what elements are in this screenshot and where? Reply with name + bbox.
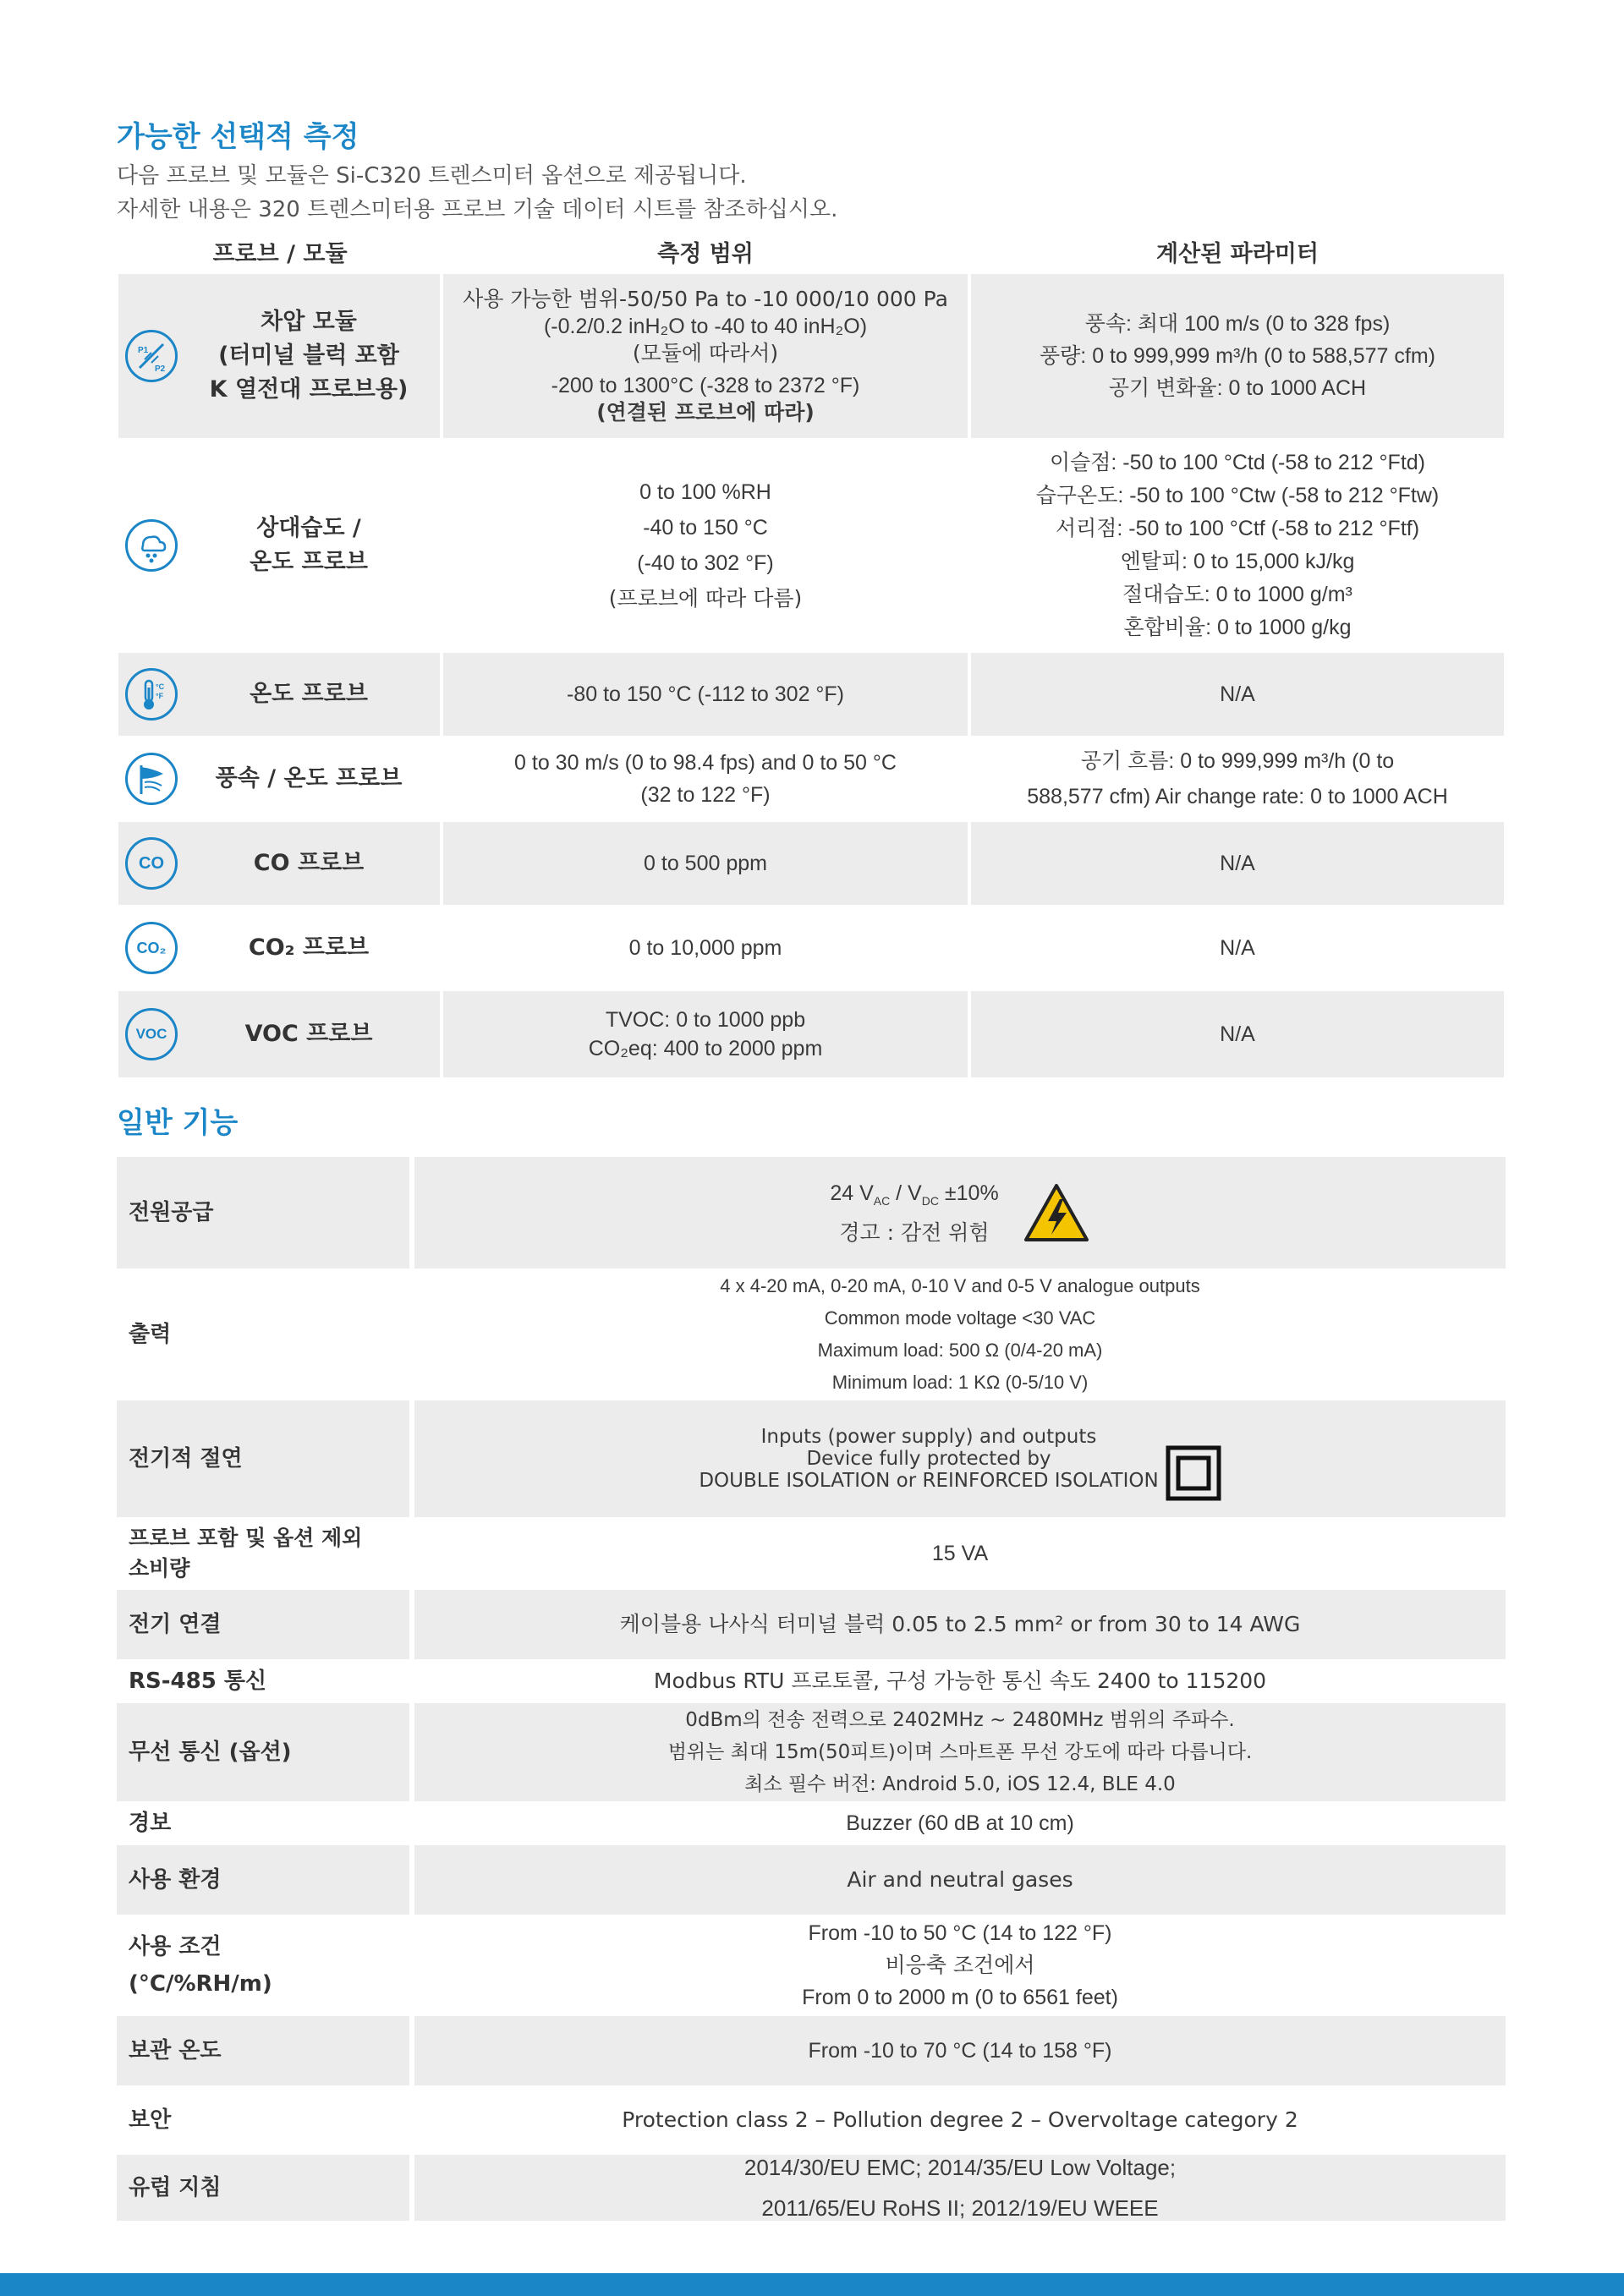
probe-name: CO 프로브 xyxy=(253,850,365,876)
range-line: 0 to 10,000 ppm xyxy=(628,936,782,960)
param-line: 엔탈피: 0 to 15,000 kJ/kg xyxy=(1120,550,1355,573)
row-value: Buzzer (60 dB at 10 cm) xyxy=(846,1811,1074,1835)
value-line: 비응축 조건에서 xyxy=(885,1953,1035,1977)
row-value: 케이블용 나사식 터미널 블럭 0.05 to 2.5 mm² or from 30 to 14 AWG xyxy=(414,1590,1506,1659)
row-label: 유럽 지침 xyxy=(117,2155,409,2221)
general-row-environment xyxy=(117,1845,1506,1915)
params-cell xyxy=(971,653,1504,736)
range-line: (-0.2/0.2 inH₂O to -40 to 40 inH₂O) xyxy=(543,315,868,338)
row-value xyxy=(414,1400,1506,1517)
params-cell xyxy=(971,737,1504,820)
co2-icon: CO₂ xyxy=(125,922,178,974)
probe-cell xyxy=(118,440,440,651)
param-line: 혼합비율: 0 to 1000 g/kg xyxy=(1123,616,1352,639)
header-probe-module: 프로브 / 모듈 xyxy=(212,241,348,267)
param-line: N/A xyxy=(1220,936,1255,960)
value-line: From 0 to 2000 m (0 to 6561 feet) xyxy=(802,1986,1118,2009)
range-line: (프로브에 따라 다름) xyxy=(608,586,803,611)
general-row-storage-temperature xyxy=(117,2016,1506,2085)
general-row-power-supply xyxy=(117,1157,1506,1269)
params-cell xyxy=(971,274,1504,438)
probe-name: 온도 프로브 xyxy=(250,681,368,707)
header-measurement-range: 측정 범위 xyxy=(657,241,754,267)
row-value xyxy=(414,1916,1506,2014)
double-insulation-icon xyxy=(1166,1445,1221,1501)
row-label: RS-485 통신 xyxy=(129,1669,267,1694)
probe-name: 풍속 / 온도 프로브 xyxy=(215,765,403,792)
svg-text:°C: °C xyxy=(156,682,165,691)
humidity-icon xyxy=(125,519,178,572)
probe-name: 차압 모듈 (터미널 블럭 포함 K 열전대 프로브용) xyxy=(209,309,409,403)
range-cell xyxy=(443,440,968,651)
params-cell xyxy=(971,907,1504,989)
row-value: Protection class 2 – Pollution degree 2 – Overvoltage category 2 xyxy=(622,2107,1298,2132)
intro-line-1: 다음 프로브 및 모듈은 Si-C320 트렌스미터 옵션으로 제공됩니다. xyxy=(117,163,747,189)
general-row-electrical-isolation xyxy=(117,1400,1506,1517)
row-label: 보관 온도 xyxy=(117,2016,409,2085)
probe-row-co2 xyxy=(117,907,1506,989)
probe-row-voc xyxy=(117,991,1506,1077)
row-label: 전기적 절연 xyxy=(117,1400,409,1517)
section-title-general-features: 일반 기능 xyxy=(117,1106,239,1140)
row-label: 사용 환경 xyxy=(117,1845,409,1915)
row-value: Air and neutral gases xyxy=(414,1845,1506,1915)
voc-icon: VOC xyxy=(125,1008,178,1060)
value-line: DOUBLE ISOLATION or REINFORCED ISOLATION xyxy=(699,1470,1159,1492)
general-row-consumption xyxy=(117,1519,1506,1588)
thermometer-icon xyxy=(125,668,178,721)
value-line: 2011/65/EU RoHS II; 2012/19/EU WEEE xyxy=(761,2195,1159,2221)
probe-row-humidity xyxy=(117,440,1506,651)
row-value: Modbus RTU 프로토콜, 구성 가능한 통신 속도 2400 to 115200 xyxy=(653,1669,1267,1693)
probe-row-co xyxy=(117,822,1506,905)
general-row-safety xyxy=(117,2087,1506,2153)
value-line: 4 x 4-20 mA, 0-20 mA, 0-10 V and 0-5 V analogue outputs xyxy=(720,1275,1200,1296)
differential-pressure-icon xyxy=(125,330,178,382)
range-line: (모듈에 따라서) xyxy=(632,341,779,365)
param-line: 이슬점: -50 to 100 °Ctd (-58 to 212 °Ftd) xyxy=(1049,451,1425,474)
row-value: From -10 to 70 °C (14 to 158 °F) xyxy=(414,2016,1506,2085)
row-label: 전기 연결 xyxy=(117,1590,409,1659)
probe-cell xyxy=(118,274,440,438)
value-line: Minimum load: 1 KΩ (0-5/10 V) xyxy=(831,1372,1089,1393)
range-cell xyxy=(443,907,968,989)
param-line: 공기 흐름: 0 to 999,999 m³/h (0 to xyxy=(1080,749,1395,773)
range-line: (연결된 프로브에 따라) xyxy=(596,400,815,425)
param-line: N/A xyxy=(1220,682,1255,706)
section-title-optional-measurements: 가능한 선택적 측정 xyxy=(117,120,359,154)
header-calculated-parameters: 계산된 파라미터 xyxy=(1156,241,1319,267)
probe-name: CO₂ 프로브 xyxy=(248,934,370,961)
co-icon: CO xyxy=(125,837,178,890)
general-row-wireless xyxy=(117,1703,1506,1801)
svg-text:P2: P2 xyxy=(155,364,166,374)
param-line: N/A xyxy=(1220,852,1255,875)
intro-text xyxy=(117,159,837,227)
row-label: 전원공급 xyxy=(117,1157,409,1269)
value-line: 경고 : 감전 위험 xyxy=(839,1219,990,1245)
row-value: 15 VA xyxy=(931,1542,989,1565)
probe-row-differential-pressure xyxy=(117,274,1506,438)
value-line: Maximum load: 500 Ω (0/4-20 mA) xyxy=(817,1340,1103,1361)
range-cell xyxy=(443,991,968,1077)
params-cell xyxy=(971,991,1504,1077)
general-row-rs485 xyxy=(117,1661,1506,1701)
param-line: N/A xyxy=(1220,1022,1255,1046)
param-line: 풍량: 0 to 999,999 m³/h (0 to 588,577 cfm) xyxy=(1040,344,1435,368)
range-line: 사용 가능한 범위-50/50 Pa to -10 000/10 000 Pa xyxy=(463,287,948,311)
probe-row-air-velocity xyxy=(117,737,1506,820)
range-line: CO₂eq: 400 to 2000 ppm xyxy=(588,1037,823,1060)
high-voltage-warning-icon xyxy=(1023,1182,1090,1243)
general-row-eu-directives xyxy=(117,2155,1506,2221)
range-line: 0 to 500 ppm xyxy=(644,852,767,875)
general-row-operating-conditions xyxy=(117,1916,1506,2014)
row-label: 보안 xyxy=(129,2107,172,2133)
row-value xyxy=(414,2155,1506,2221)
value-line: 24 $V_{AC} / V_{DC} \pm 10\%$ xyxy=(830,1181,999,1208)
value-line: 범위는 최대 15m(50피트)이며 스마트폰 무선 강도에 따라 다릅니다. xyxy=(667,1741,1253,1763)
row-value xyxy=(414,1703,1506,1801)
range-cell xyxy=(443,653,968,736)
probe-name: 상대습도 / 온도 프로브 xyxy=(250,515,368,575)
param-line: 절대습도: 0 to 1000 g/m³ xyxy=(1122,583,1352,606)
general-row-electrical-connection xyxy=(117,1590,1506,1659)
row-label: 무선 통신 (옵션) xyxy=(117,1703,409,1801)
probe-name: VOC 프로브 xyxy=(244,1021,373,1047)
general-row-alarm xyxy=(117,1803,1506,1844)
range-cell xyxy=(443,822,968,905)
row-label: 프로브 포함 및 옵션 제외 소비량 xyxy=(129,1526,363,1581)
probe-row-temperature xyxy=(117,653,1506,736)
intro-line-2: 자세한 내용은 320 트렌스미터용 프로브 기술 데이터 시트를 참조하십시오. xyxy=(117,197,838,222)
row-label: 경보 xyxy=(129,1811,172,1836)
svg-text:P1: P1 xyxy=(138,346,149,355)
row-value xyxy=(414,1270,1506,1399)
range-line: -200 to 1300°C (-328 to 2372 °F) xyxy=(551,374,860,397)
probe-cell xyxy=(118,822,440,905)
range-line: -40 to 150 °C xyxy=(643,516,768,540)
svg-text:°F: °F xyxy=(156,692,164,700)
range-cell xyxy=(443,274,968,438)
probe-cell xyxy=(118,907,440,989)
value-line: From -10 to 50 °C (14 to 122 °F) xyxy=(808,1921,1112,1945)
value-line: Device fully protected by xyxy=(806,1448,1051,1470)
air-velocity-icon xyxy=(125,753,178,805)
range-line: (32 to 122 °F) xyxy=(640,783,771,807)
range-line: TVOC: 0 to 1000 ppb xyxy=(605,1008,806,1032)
row-value xyxy=(414,1157,1506,1269)
value-line: 0dBm의 전송 전력으로 2402MHz ~ 2480MHz 범위의 주파수. xyxy=(685,1709,1235,1731)
params-cell xyxy=(971,440,1504,651)
probe-cell xyxy=(118,737,440,820)
param-line: 서리점: -50 to 100 °Ctf (-58 to 212 °Ftf) xyxy=(1055,517,1420,540)
param-line: 588,577 cfm) Air change rate: 0 to 1000 ACH xyxy=(1027,785,1448,808)
row-label: 사용 조건 (°C/%RH/m) xyxy=(129,1934,272,1997)
value-line: Inputs (power supply) and outputs xyxy=(760,1426,1097,1448)
probe-cell xyxy=(118,653,440,736)
value-line: 최소 필수 버전: Android 5.0, iOS 12.4, BLE 4.0 xyxy=(744,1773,1176,1795)
footer-bar xyxy=(0,2273,1624,2296)
probe-cell xyxy=(118,991,440,1077)
value-line: Common mode voltage <30 VAC xyxy=(824,1307,1096,1329)
range-line: (-40 to 302 °F) xyxy=(637,551,774,575)
probe-table-header xyxy=(117,230,1506,272)
range-line: 0 to 100 %RH xyxy=(639,480,771,504)
general-row-output xyxy=(117,1270,1506,1399)
value-line: 2014/30/EU EMC; 2014/35/EU Low Voltage; xyxy=(743,2155,1177,2180)
range-cell xyxy=(443,737,968,820)
param-line: 습구온도: -50 to 100 °Ctw (-58 to 212 °Ftw) xyxy=(1035,484,1440,507)
params-cell xyxy=(971,822,1504,905)
param-line: 풍속: 최대 100 m/s (0 to 328 fps) xyxy=(1084,312,1391,336)
range-line: -80 to 150 °C (-112 to 302 °F) xyxy=(566,682,845,706)
row-label: 출력 xyxy=(129,1322,172,1347)
range-line: 0 to 30 m/s (0 to 98.4 fps) and 0 to 50 °C xyxy=(514,751,897,775)
param-line: 공기 변화율: 0 to 1000 ACH xyxy=(1108,376,1367,400)
